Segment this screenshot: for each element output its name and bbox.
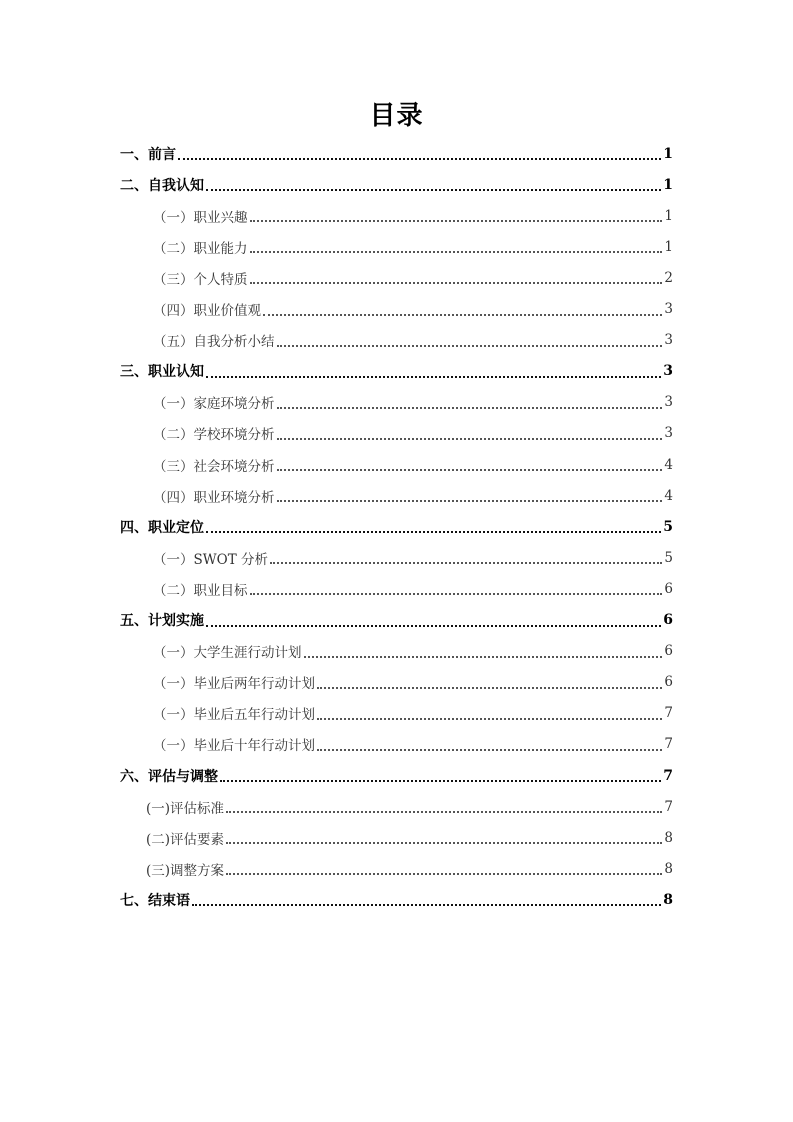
toc-section-entry[interactable]	[153, 418, 673, 449]
toc-entry-label: （一）毕业后两年行动计划	[153, 676, 315, 693]
toc-entry-page-number: 7	[664, 798, 673, 815]
dot-leader	[304, 655, 663, 658]
toc-section-entry[interactable]	[153, 325, 673, 356]
toc-entry-page-number: 3	[664, 425, 673, 442]
dot-leader	[263, 313, 662, 316]
toc-entry-label: （二）学校环境分析	[153, 427, 275, 444]
toc-entry-page-number: 2	[664, 269, 673, 286]
dot-leader	[270, 561, 662, 564]
toc-entry-label: （二）职业目标	[153, 582, 248, 599]
toc-section-entry[interactable]	[153, 480, 673, 511]
toc-entry-label: （一）毕业后五年行动计划	[153, 707, 315, 724]
toc-entry-label: (二)评估要素	[146, 831, 225, 848]
toc-entry-page-number: 4	[664, 456, 673, 473]
toc-section-entry[interactable]	[146, 822, 673, 853]
toc-section-entry[interactable]	[146, 791, 673, 822]
toc-entry-page-number: 3	[664, 332, 673, 349]
toc-section-entry[interactable]	[153, 729, 673, 760]
dot-leader	[250, 281, 663, 284]
toc-entry-label: （二）职业能力	[153, 240, 248, 257]
toc-entry-page-number: 1	[664, 238, 673, 255]
dot-leader	[317, 748, 662, 751]
toc-section-entry[interactable]	[153, 231, 673, 262]
dot-leader	[206, 530, 661, 533]
dot-leader	[220, 779, 661, 782]
toc-entry-label: （一）大学生涯行动计划	[153, 645, 302, 662]
toc-entry-label: （四）职业环境分析	[153, 489, 275, 506]
toc-section-entry[interactable]	[153, 667, 673, 698]
toc-entry-label: 四、职业定位	[120, 519, 204, 536]
toc-entry-page-number: 5	[664, 549, 673, 566]
dot-leader	[206, 188, 661, 191]
toc-section-entry[interactable]	[153, 542, 673, 573]
toc-chapter-entry[interactable]	[120, 511, 673, 542]
toc-entry-page-number: 1	[663, 145, 673, 162]
toc-entry-page-number: 7	[663, 767, 673, 784]
dot-leader	[226, 872, 662, 875]
toc-entry-label: 二、自我认知	[120, 177, 204, 194]
toc-entry-page-number: 3	[663, 363, 673, 380]
toc-entry-label: 七、结束语	[120, 892, 190, 909]
toc-entry-label: 一、前言	[120, 146, 176, 163]
toc-entry-label: （一）家庭环境分析	[153, 396, 275, 413]
toc-entry-page-number: 5	[663, 518, 673, 535]
dot-leader	[226, 841, 662, 844]
toc-entry-page-number: 3	[664, 394, 673, 411]
toc-entry-page-number: 8	[663, 891, 673, 908]
toc-chapter-entry[interactable]	[120, 169, 673, 200]
toc-chapter-entry[interactable]	[120, 356, 673, 387]
toc-chapter-entry[interactable]	[120, 138, 673, 169]
toc-entry-label: 五、计划实施	[120, 613, 204, 629]
dot-leader	[277, 437, 663, 440]
toc-entry-page-number: 1	[664, 207, 673, 224]
toc-entry-page-number: 8	[664, 860, 673, 877]
dot-leader	[317, 686, 662, 689]
dot-leader	[206, 624, 661, 627]
dot-leader	[206, 375, 661, 378]
toc-entry-label: （五）自我分析小结	[153, 334, 275, 351]
dot-leader	[226, 810, 662, 813]
dot-leader	[250, 250, 663, 253]
toc-section-entry[interactable]	[153, 449, 673, 480]
toc-entry-page-number: 6	[664, 580, 673, 597]
toc-entry-label: 三、职业认知	[120, 364, 204, 381]
toc-section-entry[interactable]	[153, 200, 673, 231]
dot-leader	[250, 219, 663, 222]
toc-entry-label: （一）SWOT 分析	[153, 551, 268, 568]
dot-leader	[317, 717, 662, 720]
toc-entry-label: (一)评估标准	[146, 800, 225, 817]
toc-chapter-entry[interactable]	[120, 884, 673, 915]
dot-leader	[192, 903, 661, 906]
toc-entry-page-number: 1	[663, 176, 673, 193]
toc-entry-label: （四）职业价值观	[153, 303, 261, 319]
toc-entry-page-number: 8	[664, 829, 673, 846]
toc-entry-label: （一）毕业后十年行动计划	[153, 738, 315, 755]
dot-leader	[178, 157, 661, 160]
dot-leader	[250, 592, 663, 595]
dot-leader	[277, 344, 663, 347]
toc-entry-page-number: 3	[664, 301, 673, 317]
toc-entry-label: （三）个人特质	[153, 271, 248, 288]
page-title: 目录	[369, 101, 424, 131]
toc-chapter-entry[interactable]	[120, 605, 673, 636]
toc-entry-page-number: 4	[664, 487, 673, 504]
toc-entry-label: （三）社会环境分析	[153, 458, 275, 475]
toc-entry-page-number: 6	[664, 674, 673, 691]
toc-entry-page-number: 7	[664, 736, 673, 753]
toc-section-entry[interactable]	[153, 698, 673, 729]
toc-section-entry[interactable]	[153, 262, 673, 293]
dot-leader	[277, 406, 663, 409]
toc-chapter-entry[interactable]	[120, 760, 673, 791]
toc-section-entry[interactable]	[153, 294, 673, 325]
toc-entry-label: （一）职业兴趣	[153, 209, 248, 226]
toc-entry-label: 六、评估与调整	[120, 768, 218, 785]
toc-entry-page-number: 6	[664, 643, 673, 660]
toc-entry-page-number: 7	[664, 705, 673, 722]
toc-section-entry[interactable]	[153, 387, 673, 418]
dot-leader	[277, 468, 663, 471]
toc-entry-page-number: 6	[663, 612, 673, 628]
toc-section-entry[interactable]	[146, 853, 673, 884]
dot-leader	[277, 499, 663, 502]
toc-entry-label: (三)调整方案	[146, 862, 225, 879]
toc-section-entry[interactable]	[153, 636, 673, 667]
toc-section-entry[interactable]	[153, 573, 673, 604]
